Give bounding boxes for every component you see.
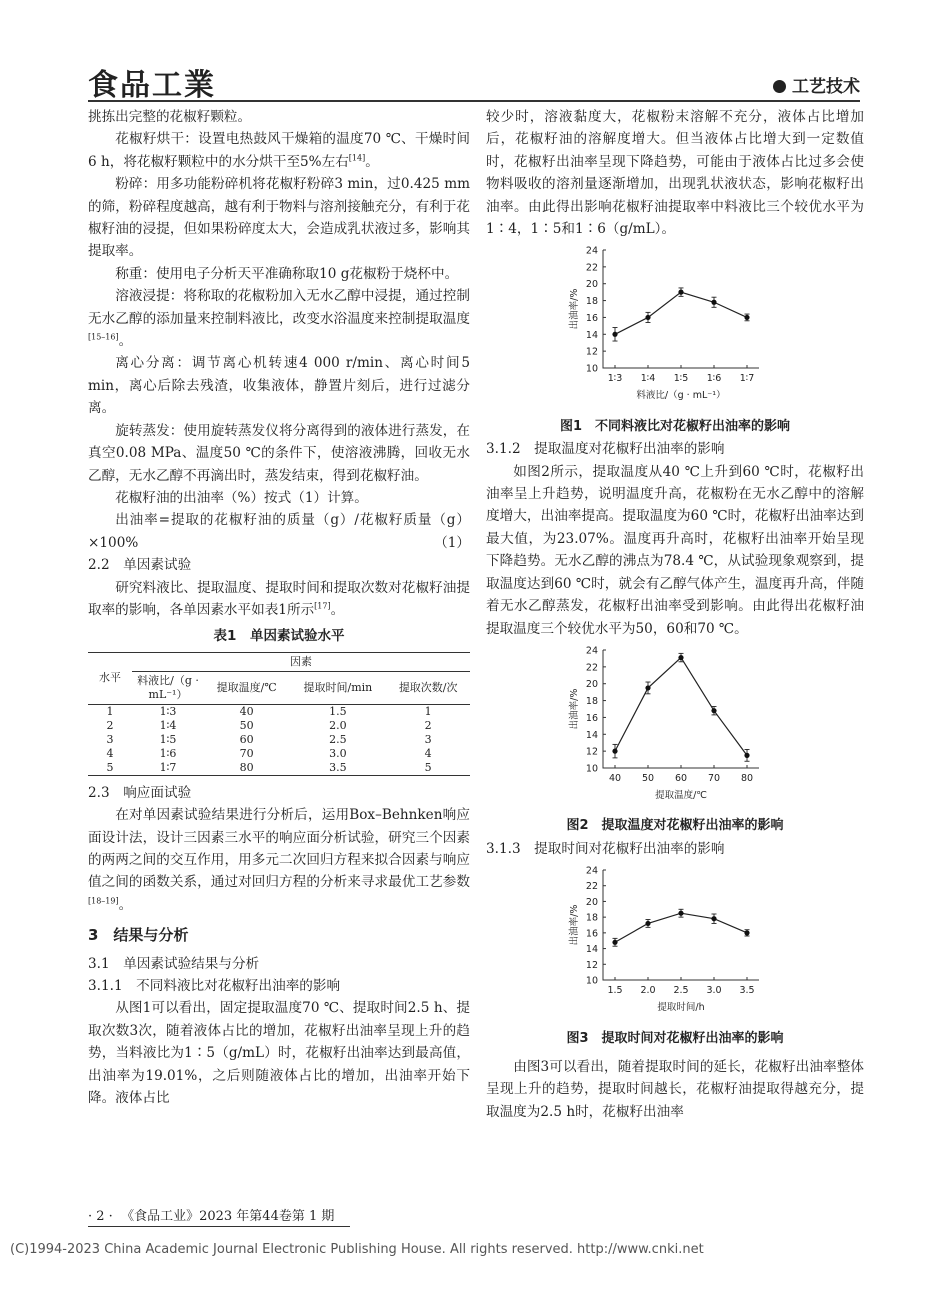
cell: 1∶4 xyxy=(159,718,177,732)
chart-figure-2 xyxy=(486,640,864,808)
x-axis-label: 提取时间/h xyxy=(657,1002,705,1014)
y-tick-label: 20 xyxy=(585,897,598,909)
y-tick-label: 16 xyxy=(585,712,598,724)
right-column xyxy=(486,106,864,1123)
y-tick-label: 22 xyxy=(585,881,598,893)
text: 。 xyxy=(365,153,379,170)
journal-issue: 《食品工业》2023 年第44卷第 1 期 xyxy=(121,1209,335,1224)
x-tick-label: 1.5 xyxy=(607,985,623,997)
y-tick-label: 12 xyxy=(585,746,598,758)
data-point xyxy=(711,300,716,305)
x-tick-label: 3.5 xyxy=(739,985,755,997)
cell: 40 xyxy=(239,704,254,718)
paragraph: 称重：使用电子分析天平准确称取10 g花椒粉于烧杯中。 xyxy=(115,265,459,282)
chart-figure-3 xyxy=(486,860,864,1020)
y-tick-label: 16 xyxy=(585,313,598,325)
y-tick-label: 10 xyxy=(585,975,598,987)
y-axis-label: 出油率/% xyxy=(569,904,580,946)
text: 。 xyxy=(118,333,133,350)
text: 在对单因素试验结果进行分析后，运用Box–Behnken响应面设计法，设计三因素三水平的响应面分析试验，研究三个因素的两两之间的交互作用，用多元二次回归方程来拟合因素与响应值之间的函数关系，通过对回归方程的分析来寻求最优工艺参数 xyxy=(88,807,470,891)
y-axis-label: 出油率/% xyxy=(569,289,580,330)
data-point xyxy=(645,315,650,320)
chart-figure-1 xyxy=(486,240,864,408)
figure-caption: 图3 提取时间对花椒籽出油率的影响 xyxy=(566,1030,784,1046)
cell: 1 xyxy=(106,704,114,718)
section-label xyxy=(773,72,860,97)
cell: 5 xyxy=(424,760,432,774)
table-header: 提取时间/min xyxy=(289,671,386,704)
text: 溶液浸提：将称取的花椒粉加入无水乙醇中浸提，通过控制无水乙醇的添加量来控制料液比，改变水浴温度来控制提取温度 xyxy=(88,288,470,327)
paragraph xyxy=(88,128,470,173)
data-point xyxy=(678,290,683,295)
bullet-icon xyxy=(773,80,786,93)
figure-1 xyxy=(486,240,864,438)
section-heading: 3 结果与分析 xyxy=(88,926,189,945)
y-tick-label: 16 xyxy=(585,928,598,940)
y-tick-label: 20 xyxy=(585,679,598,691)
data-point xyxy=(744,930,749,935)
paragraph: 挑拣出完整的花椒籽颗粒。 xyxy=(88,109,252,125)
cell: 1 xyxy=(424,704,432,718)
y-tick-label: 20 xyxy=(585,279,598,291)
cell: 5 xyxy=(106,760,114,774)
y-tick-label: 10 xyxy=(585,763,598,775)
header-rule xyxy=(88,100,860,102)
x-tick-label: 50 xyxy=(641,772,655,784)
citation: [14] xyxy=(348,153,366,163)
section-title: 工艺技术 xyxy=(792,77,860,97)
chart-axes xyxy=(603,250,759,368)
section-heading: 3.1 单因素试验结果与分析 xyxy=(88,955,260,972)
y-tick-label: 18 xyxy=(585,912,598,924)
left-column xyxy=(88,106,470,1109)
cell: 2 xyxy=(106,718,114,732)
chart-axes xyxy=(603,870,759,980)
y-tick-label: 18 xyxy=(585,695,598,707)
table-header: 水平 xyxy=(88,652,132,704)
footer-rule xyxy=(88,1226,350,1227)
section-heading: 2.2 单因素试验 xyxy=(88,557,192,574)
page-footer xyxy=(88,1205,334,1224)
data-point xyxy=(612,940,617,945)
paragraph: 由图3可以看出，随着提取时间的延长，花椒籽出油率整体呈现上升的趋势，提取时间越长，花椒籽油提取得越充分，提取温度为2.5 h时，花椒籽出油率 xyxy=(486,1058,864,1120)
formula xyxy=(88,509,470,554)
section-heading: 3.1.3 提取时间对花椒籽出油率的影响 xyxy=(486,840,725,857)
cell: 80 xyxy=(239,760,254,774)
y-tick-label: 14 xyxy=(585,729,598,741)
paragraph: 旋转蒸发：使用旋转蒸发仪将分离得到的液体进行蒸发，在真空0.08 MPa、温度50 ℃的条件下，使溶液沸腾，回收无水乙醇，无水乙醇不再滴出时，蒸发结束，得到花椒籽油。 xyxy=(88,422,470,484)
cell: 50 xyxy=(239,718,254,732)
x-tick-label: 2.0 xyxy=(640,985,656,997)
x-tick-label: 2.5 xyxy=(673,985,689,997)
figure-caption: 图1 不同料液比对花椒籽出油率的影响 xyxy=(559,418,791,434)
paragraph: 较少时，溶液黏度大，花椒粉末溶解不充分，液体占比增加后，花椒籽油的溶解度增大。但当液体占比增大到一定数值时，花椒籽出油率呈现下降趋势，可能由于液体占比过多会使物料吸收的溶剂量逐渐增加，出现乳状液状态，影响花椒籽出油率。由此得出影响花椒籽油提取率中料液比三个较优水平为1∶4，1∶5和1∶6（g/mL）。 xyxy=(486,109,864,238)
table-caption: 表1 单因素试验水平 xyxy=(213,628,345,645)
chart-axes xyxy=(603,650,759,768)
figure-caption: 图2 提取温度对花椒籽出油率的影响 xyxy=(566,818,784,834)
y-tick-label: 18 xyxy=(585,296,598,308)
paragraph: 如图2所示，提取温度从40 ℃上升到60 ℃时，花椒籽出油率呈上升趋势，说明温度升高，花椒粉在无水乙醇中的溶解度增大，出油率提高。提取温度为60 ℃时，花椒籽出油率达到最大值，为23.07%。温度再升高时，花椒籽出油率开始呈现下降趋势。无水乙醇的沸点为78.4 ℃，从试验现象观察到，提取温度达到60 ℃时，就会有乙醇气体产生，温度再升高，伴随着无水乙醇蒸发，花椒籽出油率受到影响。由此得出花椒籽油提取温度三个较优水平为50，60和70 ℃。 xyxy=(486,463,864,637)
y-tick-label: 14 xyxy=(585,330,598,342)
series-line xyxy=(615,657,747,755)
section-heading: 3.1.1 不同料液比对花椒籽出油率的影响 xyxy=(88,978,341,994)
table-row xyxy=(88,733,470,747)
paragraph xyxy=(88,804,470,916)
text: 花椒籽烘干：设置电热鼓风干燥箱的温度70 ℃、干燥时间6 h，将花椒籽颗粒中的水分烘干至5%左右 xyxy=(88,131,470,170)
x-tick-label: 3.0 xyxy=(706,985,722,997)
cell: 3.5 xyxy=(329,760,347,774)
y-tick-label: 14 xyxy=(585,944,598,956)
paragraph: 粉碎：用多功能粉碎机将花椒籽粉碎3 min，过0.425 mm的筛，粉碎程度越高，越有利于物料与溶剂接触充分，有利于花椒籽油的浸提，但如果粉碎度太大，会造成乳状液过多，影响其提取率。 xyxy=(88,176,470,260)
x-tick-label: 1∶5 xyxy=(673,373,689,385)
paragraph xyxy=(88,285,470,352)
y-tick-label: 24 xyxy=(585,865,598,877)
citation: [18–19] xyxy=(88,896,119,906)
cell: 1∶7 xyxy=(159,760,177,774)
table-row xyxy=(88,719,470,733)
citation: [15–16] xyxy=(88,332,119,342)
cell: 1.5 xyxy=(329,704,347,718)
x-tick-label: 70 xyxy=(707,772,721,784)
data-point xyxy=(711,708,716,713)
cell: 1∶6 xyxy=(159,746,177,760)
data-point xyxy=(645,921,650,926)
cell: 1∶3 xyxy=(159,704,177,718)
journal-logo: 食品工業 xyxy=(88,68,216,103)
cell: 4 xyxy=(106,746,114,760)
data-point xyxy=(711,916,716,921)
cell: 2.0 xyxy=(329,718,347,732)
table-row xyxy=(88,761,470,776)
cell: 3 xyxy=(424,732,432,746)
cell: 1∶5 xyxy=(159,732,177,746)
page-number: · 2 · xyxy=(88,1209,113,1224)
cell: 2 xyxy=(424,718,432,732)
x-axis-label: 提取温度/℃ xyxy=(655,789,707,801)
x-tick-label: 1∶7 xyxy=(739,373,755,385)
y-tick-label: 12 xyxy=(585,347,598,359)
series-line xyxy=(615,293,747,335)
paragraph: 花椒籽油的出油率（%）按式（1）计算。 xyxy=(115,489,368,506)
paragraph xyxy=(88,577,470,622)
figure-2 xyxy=(486,640,864,838)
cell: 3 xyxy=(106,732,114,746)
x-tick-label: 1∶3 xyxy=(607,373,623,385)
text: 。 xyxy=(118,896,133,913)
section-heading: 2.3 响应面试验 xyxy=(88,784,192,801)
data-point xyxy=(678,655,683,660)
section-heading: 3.1.2 提取温度对花椒籽出油率的影响 xyxy=(486,441,725,458)
data-point xyxy=(744,753,749,758)
x-tick-label: 1∶6 xyxy=(706,373,722,385)
cell: 70 xyxy=(239,746,254,760)
table-header: 因素 xyxy=(132,652,470,671)
formula-text: 出油率=提取的花椒籽油的质量（g）/花椒籽质量（g）×100% xyxy=(88,512,470,551)
table-header: 提取温度/℃ xyxy=(204,671,289,704)
y-tick-label: 22 xyxy=(585,262,598,274)
x-tick-label: 40 xyxy=(608,772,622,784)
copyright-notice: (C)1994-2023 China Academic Journal Electronic Publishing House. All rights reserved. http://www.cnki.net xyxy=(10,1242,704,1257)
x-tick-label: 1∶4 xyxy=(640,373,656,385)
table-header: 料液比/（g · mL⁻¹） xyxy=(132,671,204,704)
y-tick-label: 22 xyxy=(585,662,598,674)
cell: 3.0 xyxy=(329,746,347,760)
cell: 60 xyxy=(239,732,254,746)
y-tick-label: 12 xyxy=(585,959,598,971)
cell: 2.5 xyxy=(329,732,347,746)
equation-number: （1） xyxy=(434,534,470,551)
figure-3 xyxy=(486,860,864,1050)
table-header: 提取次数/次 xyxy=(386,671,470,704)
data-point xyxy=(612,748,617,753)
text: 。 xyxy=(330,601,345,618)
y-axis-label: 出油率/% xyxy=(569,688,580,730)
y-tick-label: 10 xyxy=(585,363,598,375)
factor-level-table xyxy=(88,652,470,776)
paragraph: 离心分离：调节离心机转速4 000 r/min、离心时间5 min，离心后除去残渣，收集液体，静置片刻后，进行过滤分离。 xyxy=(88,355,470,417)
x-axis-label: 料液比/（g · mL⁻¹） xyxy=(636,390,726,402)
paragraph: 从图1可以看出，固定提取温度70 ℃、提取时间2.5 h、提取次数3次，随着液体占比的增加，花椒籽出油率呈现上升的趋势，当料液比为1∶5（g/mL）时，花椒籽出油率达到最高值，出油率为19.01%，之后则随液体占比的增加，出油率开始下降。液体占比 xyxy=(88,1000,470,1107)
text: 研究料液比、提取温度、提取时间和提取次数对花椒籽油提取率的影响，各单因素水平如表1所示 xyxy=(88,579,470,618)
table-row xyxy=(88,704,470,719)
y-tick-label: 24 xyxy=(585,245,598,257)
data-point xyxy=(612,332,617,337)
citation: [17] xyxy=(314,601,331,611)
y-tick-label: 24 xyxy=(585,645,598,657)
data-point xyxy=(645,685,650,690)
data-point xyxy=(678,911,683,916)
x-tick-label: 60 xyxy=(674,772,688,784)
x-tick-label: 80 xyxy=(740,772,754,784)
cell: 4 xyxy=(424,746,432,760)
data-point xyxy=(744,315,749,320)
table-row xyxy=(88,747,470,761)
